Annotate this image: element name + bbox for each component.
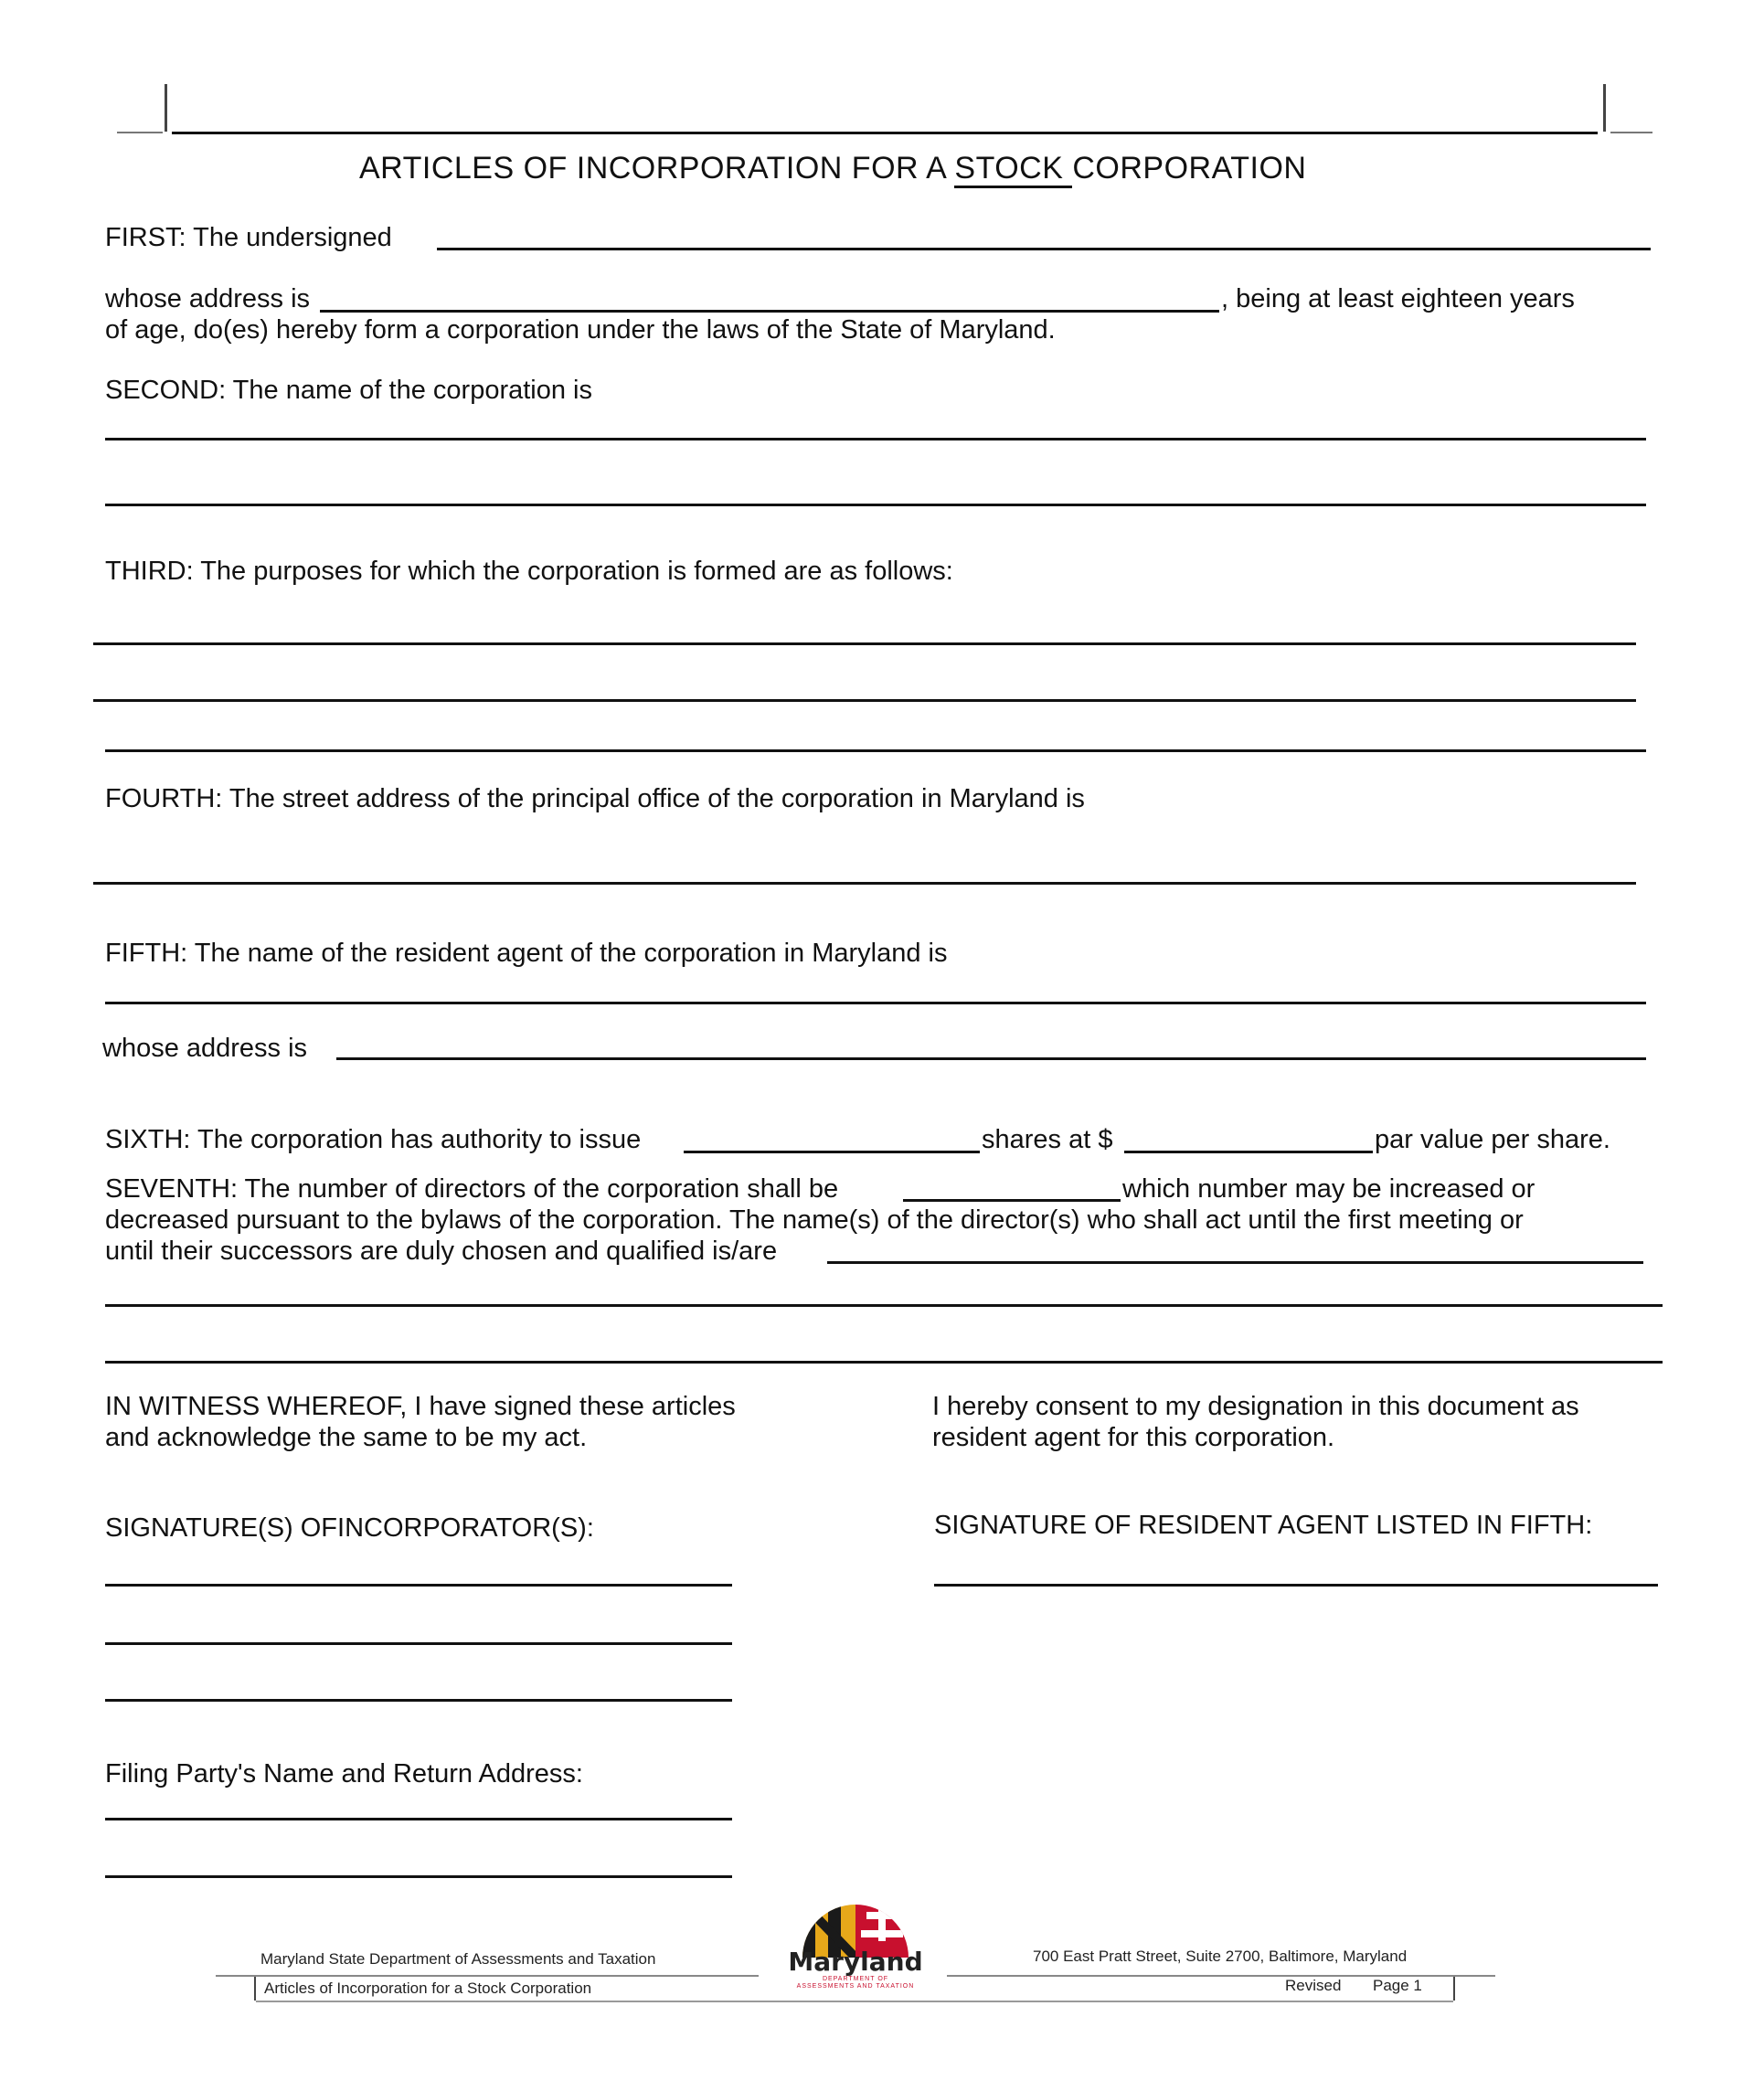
logo-sub-1: DEPARTMENT OF [822,1976,889,1982]
title-emphasis: STOCK [954,151,1072,188]
fifth-address-label: whose address is [102,1034,308,1063]
fifth-label: FIFTH: The name of the resident agent of the corporation in Maryland is [105,939,948,968]
sixth-prefix: SIXTH: The corporation has authority to issue [105,1125,642,1154]
incorporator-signature-field-1[interactable] [105,1584,732,1587]
witness-line-1: IN WITNESS WHEREOF, I have signed these articles [105,1392,736,1421]
incorporator-name-field[interactable] [437,248,1651,250]
sixth-middle: shares at $ [982,1125,1113,1154]
header-left-tick [165,84,167,132]
purposes-field-2[interactable] [93,699,1636,702]
corporation-name-field-1[interactable] [105,438,1646,440]
first-address-label: whose address is [105,284,311,313]
filing-party-field-1[interactable] [105,1818,732,1820]
incorporator-signature-label: SIGNATURE(S) OFINCORPORATOR(S): [105,1513,594,1543]
maryland-logo [766,1903,945,1990]
directors-count-field[interactable] [903,1199,1121,1202]
first-label: FIRST: The undersigned [105,223,392,252]
sixth-suffix: par value per share. [1375,1125,1610,1154]
header-rule [172,132,1598,134]
resident-agent-address-field[interactable] [336,1057,1646,1060]
footer-rule-left [216,1975,759,1977]
incorporator-signature-field-3[interactable] [105,1699,732,1702]
footer-right-bracket [1453,1977,1455,2001]
third-label: THIRD: The purposes for which the corporation is formed are as follows: [105,557,953,586]
second-label: SECOND: The name of the corporation is [105,376,592,405]
header-right-stub [1610,132,1652,133]
directors-names-field-3[interactable] [105,1361,1663,1364]
par-value-field[interactable] [1124,1151,1373,1153]
principal-office-field[interactable] [93,882,1636,885]
fourth-label: FOURTH: The street address of the principal office of the corporation in Maryland is [105,784,1085,813]
footer-revised: Revised [1285,1977,1342,1994]
filing-party-label: Filing Party's Name and Return Address: [105,1759,583,1788]
footer-form-name: Articles of Incorporation for a Stock Corporation [264,1980,592,1997]
header-right-tick [1603,84,1606,132]
agent-signature-field[interactable] [934,1584,1658,1587]
title-prefix: ARTICLES OF INCORPORATION FOR A [359,151,955,186]
header-left-stub [117,132,163,133]
page-title [359,151,1306,186]
logo-sub-2: ASSESSMENTS AND TAXATION [796,1983,915,1990]
logo-word: Maryland [788,1947,923,1977]
consent-line-2: resident agent for this corporation. [932,1423,1335,1452]
agent-signature-label: SIGNATURE OF RESIDENT AGENT LISTED IN FIFTH: [934,1511,1593,1540]
first-address-suffix: , being at least eighteen years [1221,284,1575,313]
corporation-name-field-2[interactable] [105,504,1646,506]
footer-department: Maryland State Department of Assessments and Taxation [260,1950,656,1968]
directors-names-field-1[interactable] [827,1261,1643,1264]
consent-line-1: I hereby consent to my designation in this document as [932,1392,1579,1421]
incorporator-signature-field-2[interactable] [105,1642,732,1645]
resident-agent-name-field[interactable] [105,1002,1646,1004]
purposes-field-1[interactable] [93,642,1636,645]
first-continuation: of age, do(es) hereby form a corporation under the laws of the State of Maryland. [105,315,1056,345]
shares-count-field[interactable] [684,1151,980,1153]
footer-address: 700 East Pratt Street, Suite 2700, Baltimore, Maryland [1033,1948,1408,1965]
footer-bottom-rule [256,2001,1453,2002]
seventh-prefix: SEVENTH: The number of directors of the corporation shall be [105,1174,839,1204]
footer-left-bracket [254,1977,256,2001]
filing-party-field-2[interactable] [105,1875,732,1878]
purposes-field-3[interactable] [105,749,1646,752]
seventh-suffix: which number may be increased or [1122,1174,1536,1204]
witness-line-2: and acknowledge the same to be my act. [105,1423,588,1452]
directors-names-field-2[interactable] [105,1304,1663,1307]
title-suffix: CORPORATION [1072,151,1307,186]
footer-page: Page 1 [1373,1977,1422,1994]
seventh-line3: until their successors are duly chosen and qualified is/are [105,1237,778,1266]
incorporator-address-field[interactable] [320,310,1219,313]
seventh-line2: decreased pursuant to the bylaws of the corporation. The name(s) of the director(s) who shall act until the first meeting or [105,1205,1524,1235]
